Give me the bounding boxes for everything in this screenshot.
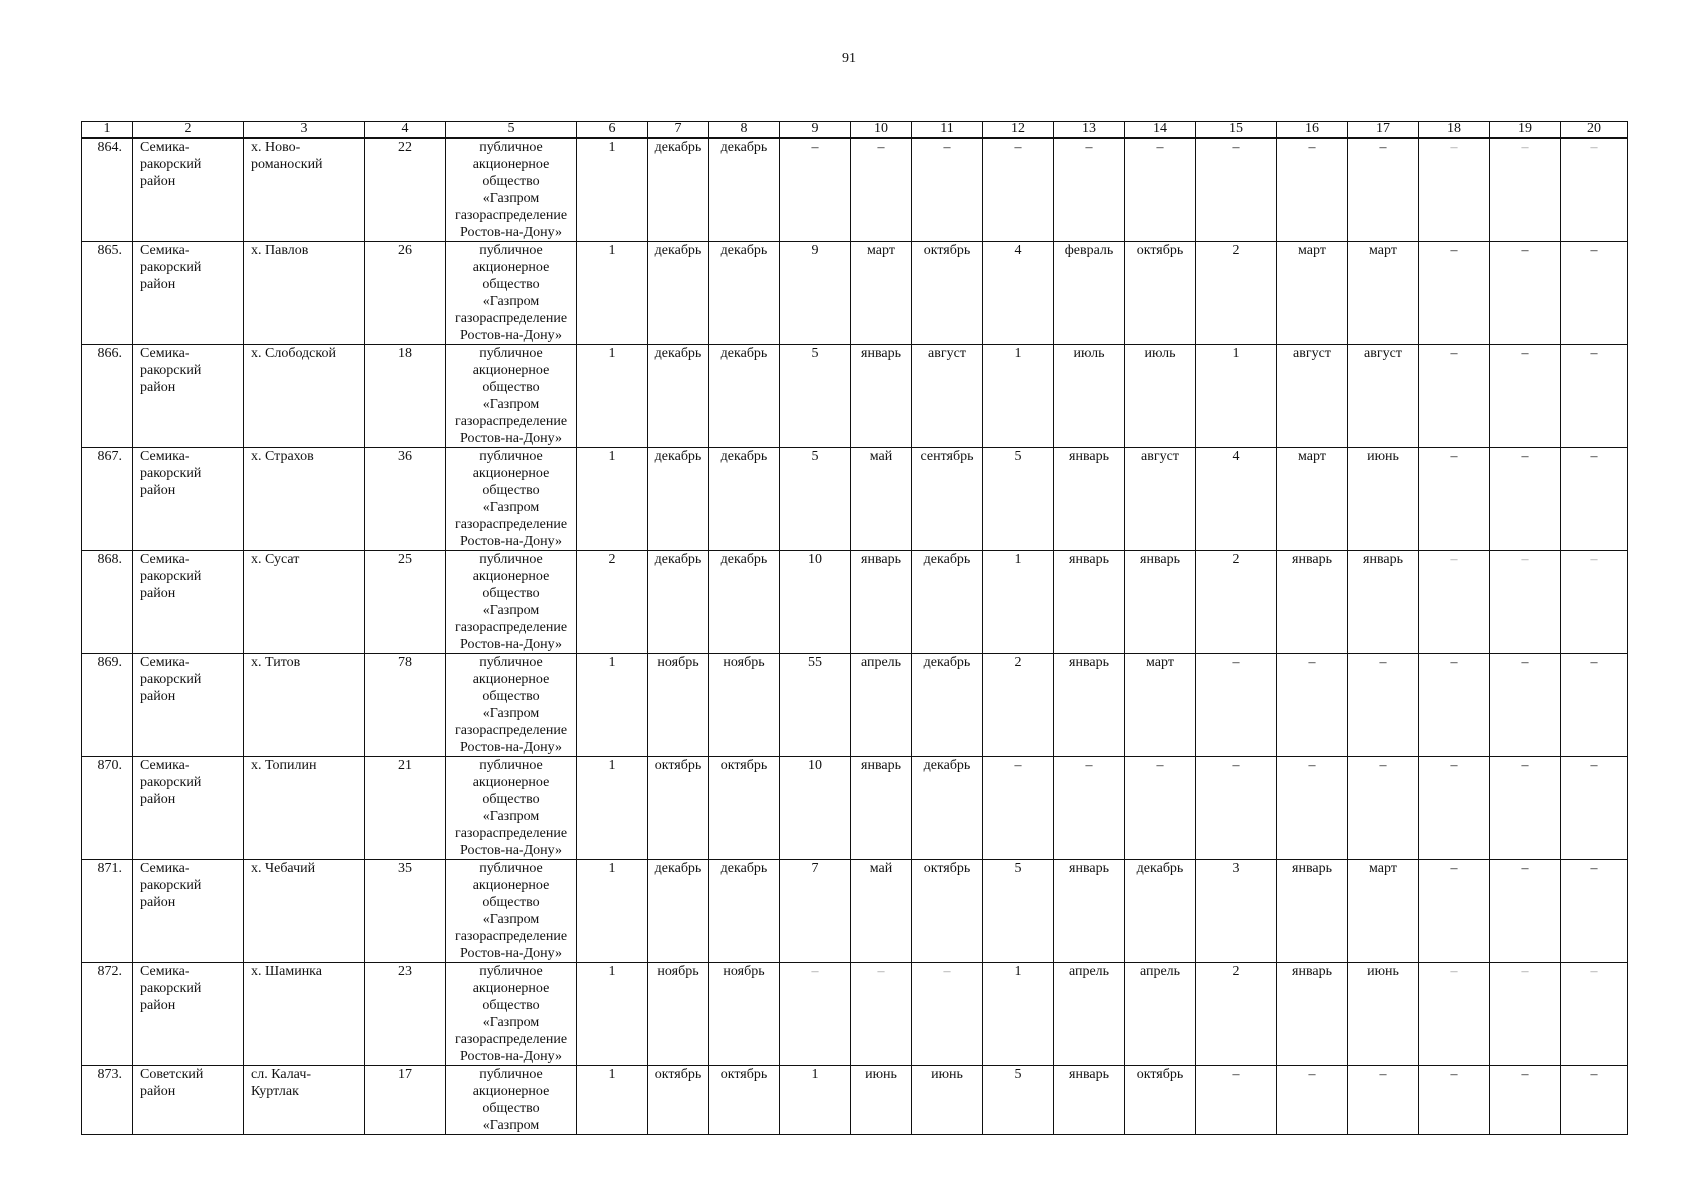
cell-c17: – bbox=[1348, 654, 1419, 757]
cell-c7: ноябрь bbox=[648, 654, 709, 757]
cell-c17: – bbox=[1348, 138, 1419, 242]
cell-c15: – bbox=[1196, 757, 1277, 860]
cell-c17: январь bbox=[1348, 551, 1419, 654]
cell-c17: – bbox=[1348, 757, 1419, 860]
cell-district: Семика- ракорский район bbox=[133, 138, 244, 242]
cell-c7: ноябрь bbox=[648, 963, 709, 1066]
cell-c12: 1 bbox=[983, 963, 1054, 1066]
column-header-18: 18 bbox=[1419, 122, 1490, 139]
cell-settlement: х. Топилин bbox=[244, 757, 365, 860]
cell-c6: 2 bbox=[577, 551, 648, 654]
cell-c8: декабрь bbox=[709, 242, 780, 345]
table-row bbox=[82, 551, 1628, 654]
cell-org: публичное акционерное общество «Газпром газораспределение Ростов-на-Дону» bbox=[446, 963, 577, 1066]
cell-org: публичное акционерное общество «Газпром газораспределение Ростов-на-Дону» bbox=[446, 345, 577, 448]
cell-c9: 7 bbox=[780, 860, 851, 963]
cell-c18: – bbox=[1419, 757, 1490, 860]
cell-c6: 1 bbox=[577, 448, 648, 551]
cell-c18: – bbox=[1419, 860, 1490, 963]
column-header-14: 14 bbox=[1125, 122, 1196, 139]
cell-c13: – bbox=[1054, 138, 1125, 242]
cell-c8: декабрь bbox=[709, 860, 780, 963]
cell-c13: июль bbox=[1054, 345, 1125, 448]
cell-org: публичное акционерное общество «Газпром газораспределение Ростов-на-Дону» bbox=[446, 138, 577, 242]
cell-c6: 1 bbox=[577, 345, 648, 448]
cell-c14: апрель bbox=[1125, 963, 1196, 1066]
cell-c13: январь bbox=[1054, 551, 1125, 654]
cell-c13: январь bbox=[1054, 860, 1125, 963]
cell-c4: 23 bbox=[365, 963, 446, 1066]
cell-c10: май bbox=[851, 448, 912, 551]
cell-c19: – bbox=[1490, 345, 1561, 448]
cell-district: Семика- ракорский район bbox=[133, 551, 244, 654]
cell-c18: – bbox=[1419, 551, 1490, 654]
cell-settlement: х. Шаминка bbox=[244, 963, 365, 1066]
cell-c14: март bbox=[1125, 654, 1196, 757]
cell-c15: – bbox=[1196, 654, 1277, 757]
cell-c20: – bbox=[1561, 242, 1628, 345]
cell-c13: – bbox=[1054, 757, 1125, 860]
cell-n: 864. bbox=[82, 138, 133, 242]
cell-c13: февраль bbox=[1054, 242, 1125, 345]
cell-c20: – bbox=[1561, 1066, 1628, 1135]
column-header-7: 7 bbox=[648, 122, 709, 139]
cell-settlement: х. Титов bbox=[244, 654, 365, 757]
cell-c9: 1 bbox=[780, 1066, 851, 1135]
cell-c8: декабрь bbox=[709, 345, 780, 448]
table-row bbox=[82, 242, 1628, 345]
header-row bbox=[82, 122, 1628, 139]
column-header-19: 19 bbox=[1490, 122, 1561, 139]
cell-c10: март bbox=[851, 242, 912, 345]
cell-c19: – bbox=[1490, 860, 1561, 963]
cell-c9: 10 bbox=[780, 757, 851, 860]
column-header-6: 6 bbox=[577, 122, 648, 139]
cell-c14: июль bbox=[1125, 345, 1196, 448]
cell-c11: декабрь bbox=[912, 757, 983, 860]
cell-c4: 78 bbox=[365, 654, 446, 757]
cell-c16: – bbox=[1277, 757, 1348, 860]
cell-c15: 2 bbox=[1196, 963, 1277, 1066]
cell-c12: 4 bbox=[983, 242, 1054, 345]
table-body bbox=[82, 138, 1628, 1135]
cell-c13: апрель bbox=[1054, 963, 1125, 1066]
cell-c8: декабрь bbox=[709, 551, 780, 654]
cell-org: публичное акционерное общество «Газпром газораспределение Ростов-на-Дону» bbox=[446, 860, 577, 963]
cell-c6: 1 bbox=[577, 757, 648, 860]
cell-c20: – bbox=[1561, 860, 1628, 963]
cell-c9: 5 bbox=[780, 448, 851, 551]
cell-c11: август bbox=[912, 345, 983, 448]
column-header-8: 8 bbox=[709, 122, 780, 139]
cell-district: Семика- ракорский район bbox=[133, 860, 244, 963]
cell-c10: – bbox=[851, 963, 912, 1066]
column-header-2: 2 bbox=[133, 122, 244, 139]
cell-c15: 2 bbox=[1196, 242, 1277, 345]
cell-c16: март bbox=[1277, 242, 1348, 345]
table-row bbox=[82, 654, 1628, 757]
cell-c6: 1 bbox=[577, 138, 648, 242]
cell-c17: июнь bbox=[1348, 963, 1419, 1066]
cell-c15: 1 bbox=[1196, 345, 1277, 448]
cell-c4: 36 bbox=[365, 448, 446, 551]
cell-c11: декабрь bbox=[912, 551, 983, 654]
cell-n: 868. bbox=[82, 551, 133, 654]
cell-c13: январь bbox=[1054, 448, 1125, 551]
cell-c18: – bbox=[1419, 448, 1490, 551]
column-header-4: 4 bbox=[365, 122, 446, 139]
cell-n: 869. bbox=[82, 654, 133, 757]
cell-c14: январь bbox=[1125, 551, 1196, 654]
cell-n: 865. bbox=[82, 242, 133, 345]
cell-c17: март bbox=[1348, 242, 1419, 345]
cell-settlement: х. Чебачий bbox=[244, 860, 365, 963]
cell-c18: – bbox=[1419, 345, 1490, 448]
cell-n: 867. bbox=[82, 448, 133, 551]
column-header-17: 17 bbox=[1348, 122, 1419, 139]
column-header-15: 15 bbox=[1196, 122, 1277, 139]
cell-c20: – bbox=[1561, 345, 1628, 448]
cell-c8: октябрь bbox=[709, 757, 780, 860]
cell-c12: 5 bbox=[983, 860, 1054, 963]
table-row bbox=[82, 448, 1628, 551]
cell-c10: апрель bbox=[851, 654, 912, 757]
cell-c7: октябрь bbox=[648, 757, 709, 860]
cell-c19: – bbox=[1490, 242, 1561, 345]
cell-c6: 1 bbox=[577, 963, 648, 1066]
cell-c14: декабрь bbox=[1125, 860, 1196, 963]
table-row bbox=[82, 963, 1628, 1066]
cell-n: 866. bbox=[82, 345, 133, 448]
cell-org: публичное акционерное общество «Газпром bbox=[446, 1066, 577, 1135]
cell-c7: декабрь bbox=[648, 551, 709, 654]
cell-c8: ноябрь bbox=[709, 963, 780, 1066]
cell-c9: 9 bbox=[780, 242, 851, 345]
cell-c9: – bbox=[780, 963, 851, 1066]
cell-c10: январь bbox=[851, 345, 912, 448]
cell-c19: – bbox=[1490, 138, 1561, 242]
cell-c11: октябрь bbox=[912, 242, 983, 345]
cell-c10: январь bbox=[851, 757, 912, 860]
cell-c10: январь bbox=[851, 551, 912, 654]
cell-c7: декабрь bbox=[648, 860, 709, 963]
cell-c7: декабрь bbox=[648, 345, 709, 448]
cell-c19: – bbox=[1490, 963, 1561, 1066]
column-header-3: 3 bbox=[244, 122, 365, 139]
cell-c10: июнь bbox=[851, 1066, 912, 1135]
cell-c15: 4 bbox=[1196, 448, 1277, 551]
cell-district: Семика- ракорский район bbox=[133, 654, 244, 757]
cell-c18: – bbox=[1419, 242, 1490, 345]
cell-c16: январь bbox=[1277, 963, 1348, 1066]
table-row bbox=[82, 345, 1628, 448]
cell-c9: 5 bbox=[780, 345, 851, 448]
cell-c9: 10 bbox=[780, 551, 851, 654]
cell-c4: 26 bbox=[365, 242, 446, 345]
cell-c20: – bbox=[1561, 448, 1628, 551]
cell-c6: 1 bbox=[577, 654, 648, 757]
column-header-9: 9 bbox=[780, 122, 851, 139]
cell-district: Советский район bbox=[133, 1066, 244, 1135]
cell-c11: сентябрь bbox=[912, 448, 983, 551]
cell-c17: июнь bbox=[1348, 448, 1419, 551]
cell-c7: октябрь bbox=[648, 1066, 709, 1135]
cell-c12: 2 bbox=[983, 654, 1054, 757]
cell-c19: – bbox=[1490, 551, 1561, 654]
cell-district: Семика- ракорский район bbox=[133, 448, 244, 551]
cell-c8: ноябрь bbox=[709, 654, 780, 757]
cell-district: Семика- ракорский район bbox=[133, 242, 244, 345]
column-header-10: 10 bbox=[851, 122, 912, 139]
cell-settlement: х. Слободской bbox=[244, 345, 365, 448]
cell-district: Семика- ракорский район bbox=[133, 963, 244, 1066]
cell-c17: – bbox=[1348, 1066, 1419, 1135]
cell-settlement: х. Страхов bbox=[244, 448, 365, 551]
cell-c10: май bbox=[851, 860, 912, 963]
column-header-16: 16 bbox=[1277, 122, 1348, 139]
cell-c14: август bbox=[1125, 448, 1196, 551]
cell-c16: январь bbox=[1277, 551, 1348, 654]
cell-c19: – bbox=[1490, 757, 1561, 860]
cell-settlement: х. Павлов bbox=[244, 242, 365, 345]
cell-c9: 55 bbox=[780, 654, 851, 757]
cell-c14: – bbox=[1125, 138, 1196, 242]
cell-n: 873. bbox=[82, 1066, 133, 1135]
cell-org: публичное акционерное общество «Газпром газораспределение Ростов-на-Дону» bbox=[446, 551, 577, 654]
cell-c4: 17 bbox=[365, 1066, 446, 1135]
schedule-table bbox=[81, 121, 1628, 1135]
cell-c4: 25 bbox=[365, 551, 446, 654]
cell-c19: – bbox=[1490, 654, 1561, 757]
cell-c8: декабрь bbox=[709, 138, 780, 242]
cell-settlement: х. Сусат bbox=[244, 551, 365, 654]
cell-c14: октябрь bbox=[1125, 242, 1196, 345]
cell-c14: – bbox=[1125, 757, 1196, 860]
table-row bbox=[82, 757, 1628, 860]
column-header-12: 12 bbox=[983, 122, 1054, 139]
cell-c11: декабрь bbox=[912, 654, 983, 757]
cell-c20: – bbox=[1561, 654, 1628, 757]
cell-c6: 1 bbox=[577, 242, 648, 345]
cell-c15: – bbox=[1196, 1066, 1277, 1135]
cell-c18: – bbox=[1419, 138, 1490, 242]
cell-c17: август bbox=[1348, 345, 1419, 448]
cell-c9: – bbox=[780, 138, 851, 242]
cell-org: публичное акционерное общество «Газпром газораспределение Ростов-на-Дону» bbox=[446, 242, 577, 345]
cell-c18: – bbox=[1419, 1066, 1490, 1135]
column-header-5: 5 bbox=[446, 122, 577, 139]
cell-c8: октябрь bbox=[709, 1066, 780, 1135]
cell-c12: – bbox=[983, 138, 1054, 242]
cell-org: публичное акционерное общество «Газпром газораспределение Ростов-на-Дону» bbox=[446, 448, 577, 551]
cell-c15: 2 bbox=[1196, 551, 1277, 654]
cell-c6: 1 bbox=[577, 860, 648, 963]
cell-district: Семика- ракорский район bbox=[133, 345, 244, 448]
cell-c4: 21 bbox=[365, 757, 446, 860]
cell-c7: декабрь bbox=[648, 242, 709, 345]
cell-settlement: х. Ново- романоский bbox=[244, 138, 365, 242]
cell-c16: – bbox=[1277, 654, 1348, 757]
table-row bbox=[82, 860, 1628, 963]
cell-c20: – bbox=[1561, 551, 1628, 654]
table-row bbox=[82, 1066, 1628, 1135]
cell-c18: – bbox=[1419, 654, 1490, 757]
cell-c20: – bbox=[1561, 963, 1628, 1066]
cell-c11: – bbox=[912, 138, 983, 242]
cell-c13: январь bbox=[1054, 1066, 1125, 1135]
cell-c16: январь bbox=[1277, 860, 1348, 963]
cell-c15: 3 bbox=[1196, 860, 1277, 963]
cell-c16: август bbox=[1277, 345, 1348, 448]
cell-c10: – bbox=[851, 138, 912, 242]
cell-c11: июнь bbox=[912, 1066, 983, 1135]
cell-c12: 1 bbox=[983, 345, 1054, 448]
cell-c16: март bbox=[1277, 448, 1348, 551]
cell-c20: – bbox=[1561, 138, 1628, 242]
cell-n: 872. bbox=[82, 963, 133, 1066]
cell-c19: – bbox=[1490, 448, 1561, 551]
cell-org: публичное акционерное общество «Газпром газораспределение Ростов-на-Дону» bbox=[446, 654, 577, 757]
column-header-11: 11 bbox=[912, 122, 983, 139]
cell-c11: октябрь bbox=[912, 860, 983, 963]
cell-c16: – bbox=[1277, 1066, 1348, 1135]
cell-c20: – bbox=[1561, 757, 1628, 860]
cell-district: Семика- ракорский район bbox=[133, 757, 244, 860]
table-row bbox=[82, 138, 1628, 242]
cell-c12: 1 bbox=[983, 551, 1054, 654]
cell-c11: – bbox=[912, 963, 983, 1066]
cell-c12: 5 bbox=[983, 448, 1054, 551]
cell-n: 870. bbox=[82, 757, 133, 860]
cell-org: публичное акционерное общество «Газпром газораспределение Ростов-на-Дону» bbox=[446, 757, 577, 860]
page-number: 91 bbox=[842, 51, 856, 66]
column-header-13: 13 bbox=[1054, 122, 1125, 139]
cell-c18: – bbox=[1419, 963, 1490, 1066]
cell-c6: 1 bbox=[577, 1066, 648, 1135]
cell-n: 871. bbox=[82, 860, 133, 963]
cell-settlement: сл. Калач- Куртлак bbox=[244, 1066, 365, 1135]
cell-c4: 35 bbox=[365, 860, 446, 963]
column-header-20: 20 bbox=[1561, 122, 1628, 139]
cell-c12: 5 bbox=[983, 1066, 1054, 1135]
cell-c16: – bbox=[1277, 138, 1348, 242]
cell-c4: 22 bbox=[365, 138, 446, 242]
cell-c7: декабрь bbox=[648, 138, 709, 242]
cell-c7: декабрь bbox=[648, 448, 709, 551]
cell-c13: январь bbox=[1054, 654, 1125, 757]
cell-c4: 18 bbox=[365, 345, 446, 448]
column-header-1: 1 bbox=[82, 122, 133, 139]
cell-c19: – bbox=[1490, 1066, 1561, 1135]
cell-c8: декабрь bbox=[709, 448, 780, 551]
cell-c17: март bbox=[1348, 860, 1419, 963]
cell-c15: – bbox=[1196, 138, 1277, 242]
cell-c14: октябрь bbox=[1125, 1066, 1196, 1135]
cell-c12: – bbox=[983, 757, 1054, 860]
